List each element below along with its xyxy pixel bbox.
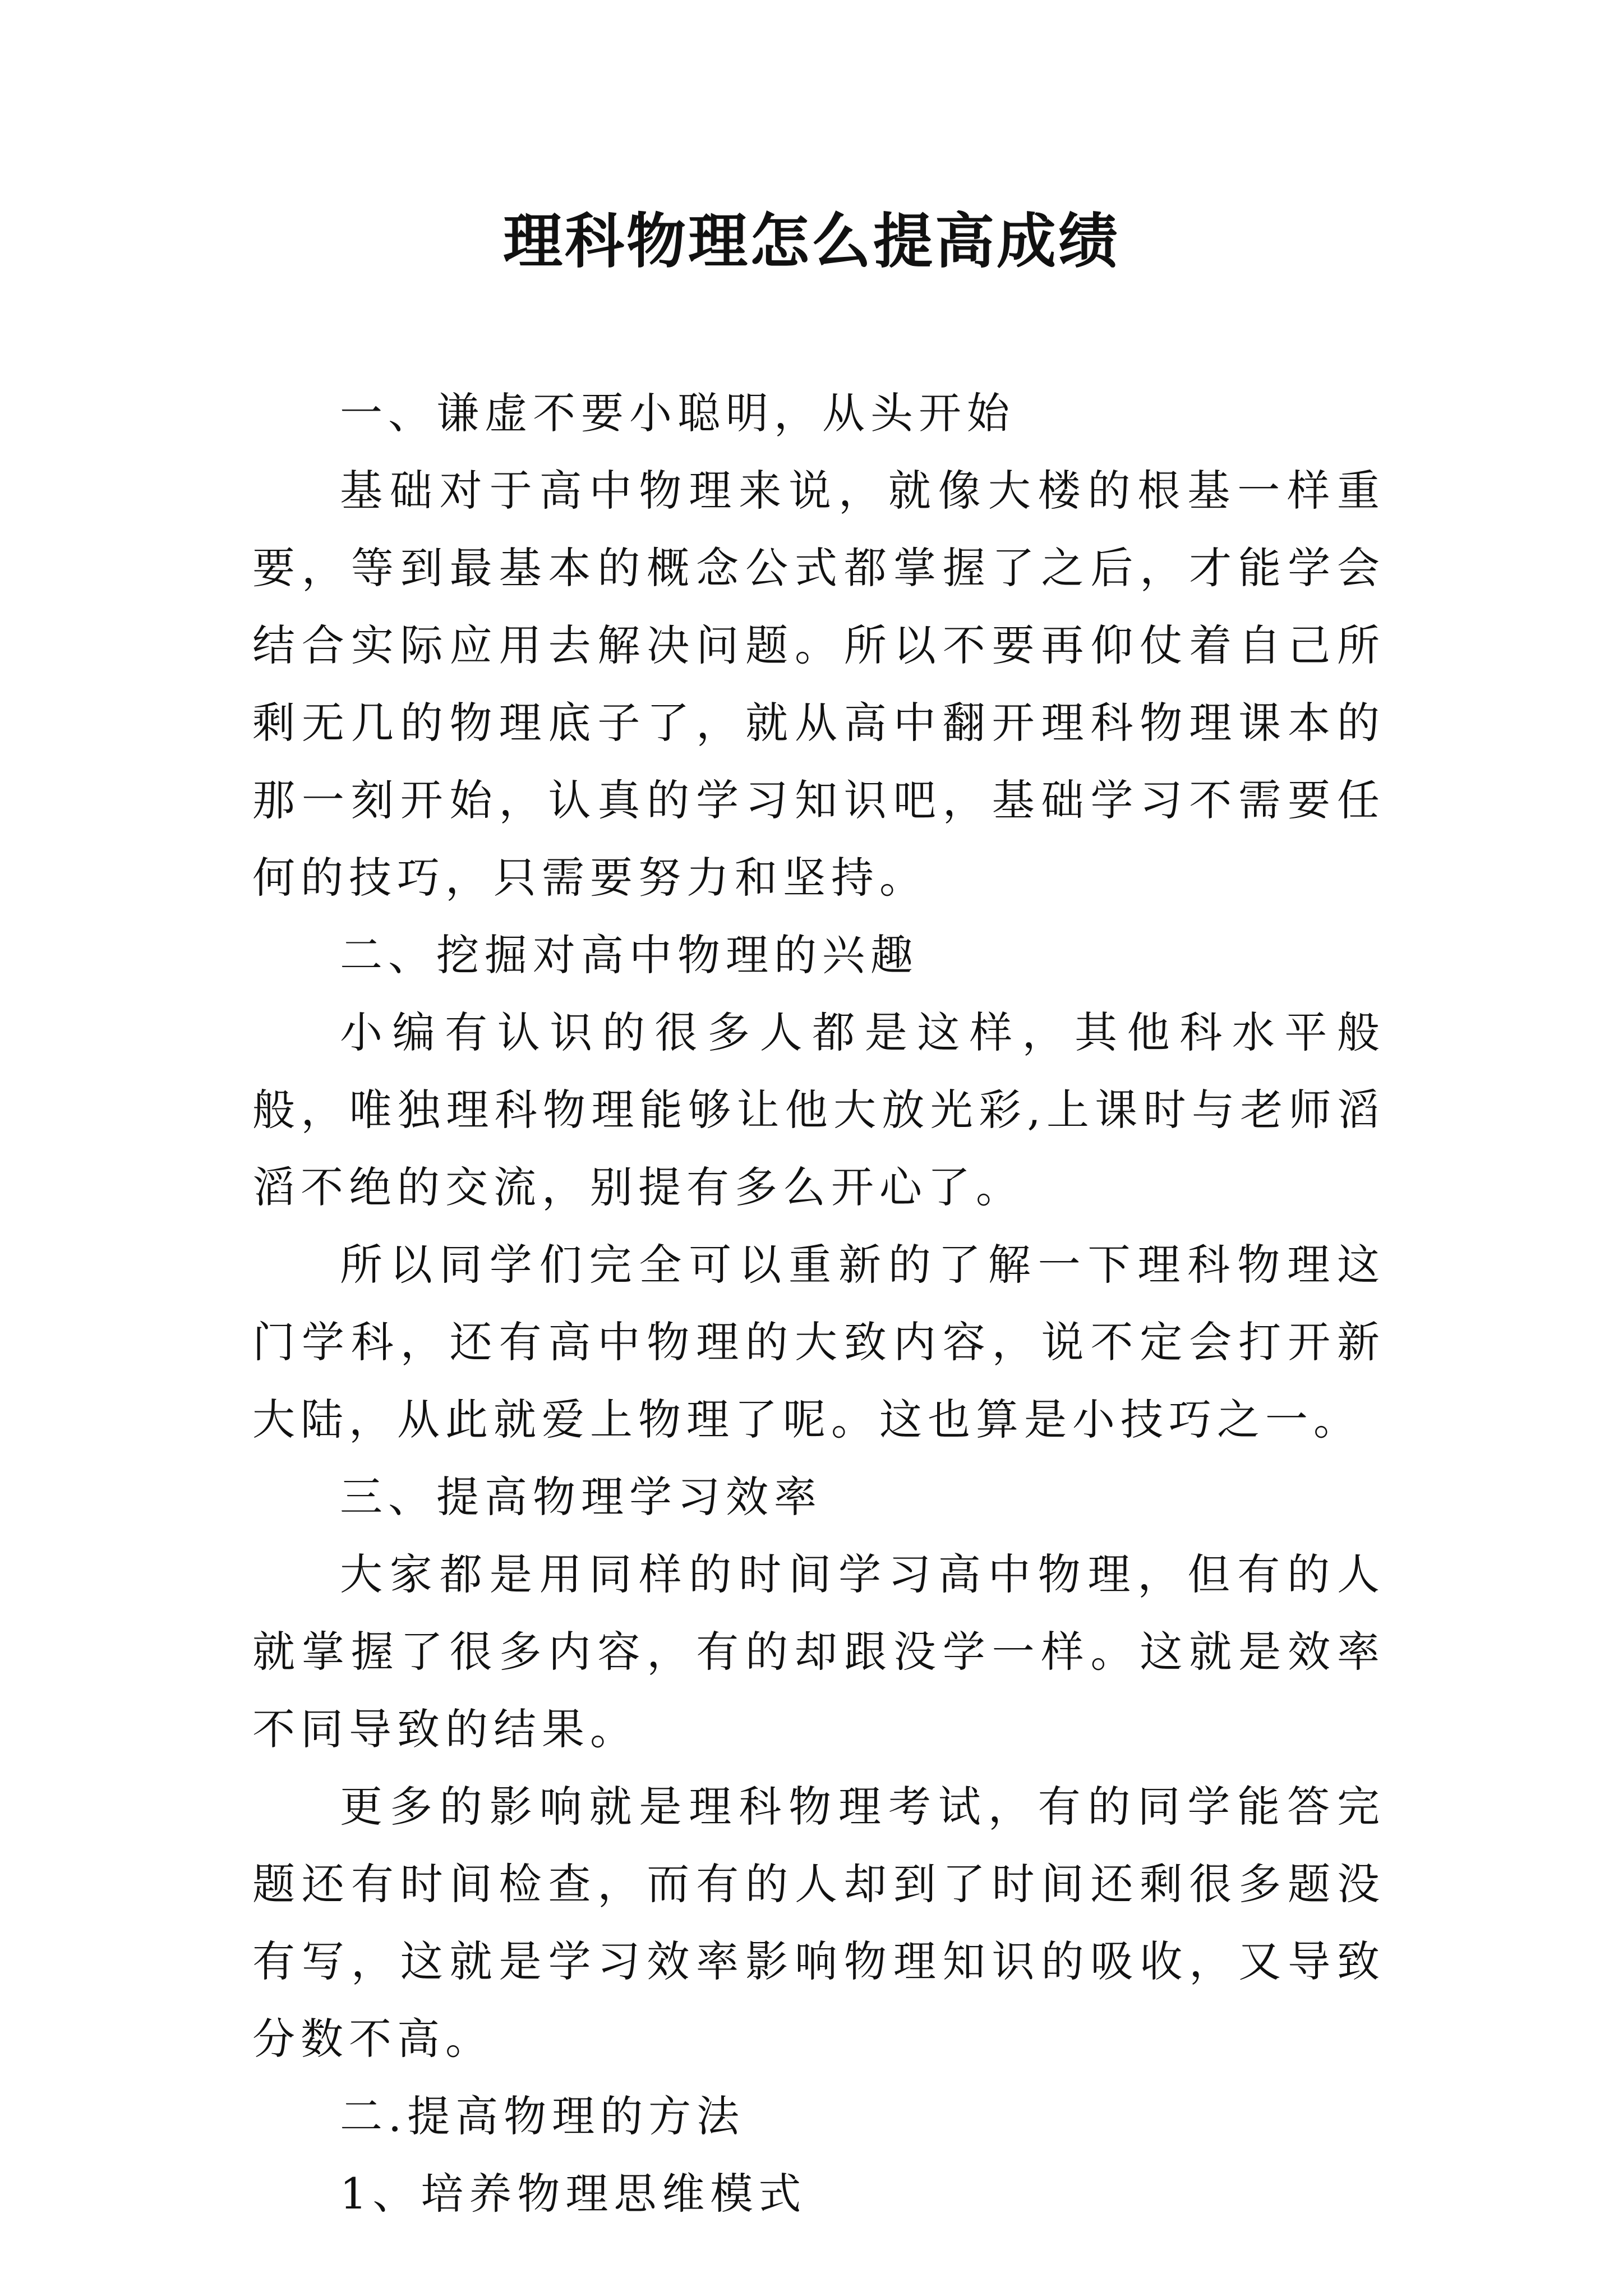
document-body — [252, 375, 1385, 2233]
body-paragraph: 更多的影响就是理科物理考试，有的同学能答完题还有时间检查，而有的人却到了时间还剩很多题没有写，这就是学习效率影响物理知识的吸收，又导致分数不高。 — [252, 1782, 1385, 2064]
section-heading-2: 二、挖掘对高中物理的兴趣 — [340, 930, 919, 980]
section-heading-3: 三、提高物理学习效率 — [340, 1472, 822, 1522]
body-paragraph: 基础对于高中物理来说，就像大楼的根基一样重要，等到最基本的概念公式都掌握了之后，才能学会结合实际应用去解决问题。所以不要再仰仗着自己所剩无几的物理底子了，就从高中翻开理科物理课本的那一刻开始，认真的学习知识吧，基础学习不需要任何的技巧，只需要努力和坚持。 — [252, 466, 1385, 903]
body-paragraph: 大家都是用同样的时间学习高中物理，但有的人就掌握了很多内容，有的却跟没学一样。这就是效率不同导致的结果。 — [252, 1549, 1385, 1754]
subsection-heading-1: 1、培养物理思维模式 — [340, 2169, 807, 2219]
body-paragraph: 所以同学们完全可以重新的了解一下理科物理这门学科，还有高中物理的大致内容，说不定会打开新大陆，从此就爱上物理了呢。这也算是小技巧之一。 — [252, 1240, 1385, 1444]
document-title: 理科物理怎么提高成绩 — [503, 206, 1120, 276]
section-heading-methods: 二.提高物理的方法 — [340, 2091, 745, 2141]
body-paragraph: 小编有认识的很多人都是这样，其他科水平般般，唯独理科物理能够让他大放光彩,上课时与老师滔滔不绝的交流，别提有多么开心了。 — [252, 1007, 1385, 1212]
section-heading-1: 一、谦虚不要小聪明，从头开始 — [340, 388, 1015, 438]
